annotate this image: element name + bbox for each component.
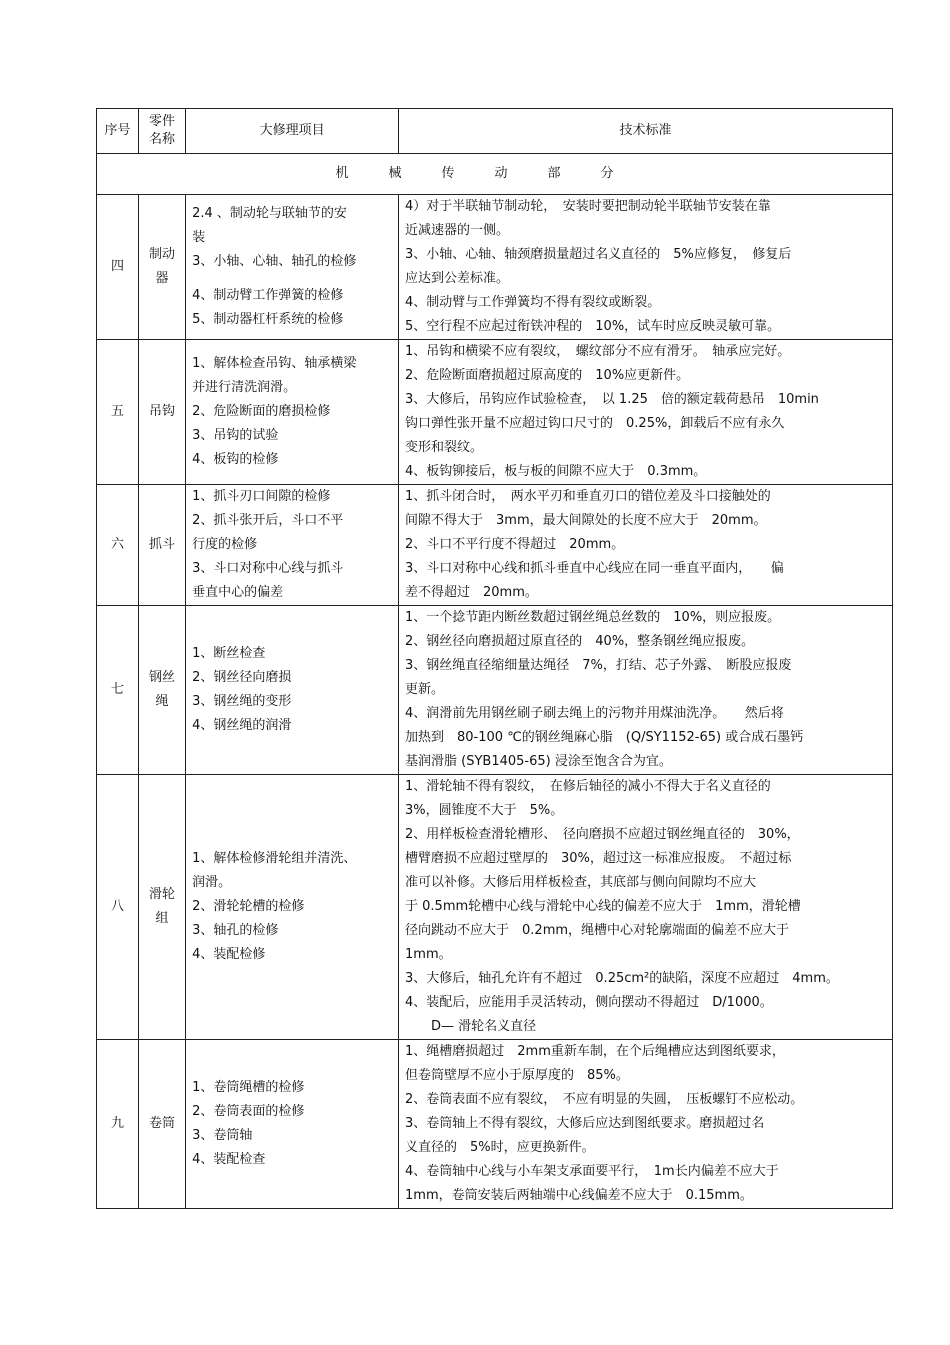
standard-line: 槽臂磨损不应超过壁厚的 30%，超过这一标准应报废。 不超过标: [405, 851, 792, 866]
standard-cell: [399, 485, 893, 606]
repair-item-line: 行度的检修: [192, 537, 258, 552]
standard-line: 2、用样板检查滑轮槽形、 径向磨损不应超过钢丝绳直径的 30%，: [405, 827, 800, 842]
repair-item-line: 2、危险断面的磨损检修: [192, 404, 331, 419]
repair-item-line: 4、钢丝绳的润滑: [192, 718, 292, 733]
standard-line: 基润滑脂 (SYB1405-65) 浸涂至饱含合为宜。: [405, 754, 672, 769]
standard-line: 1mm，卷筒安装后两轴端中心线偏差不应大于 0.15mm。: [405, 1188, 753, 1203]
header-items: 大修理项目: [186, 109, 399, 154]
standard-line: 准可以补修。大修后用样板检查，其底部与侧向间隙均不应大: [405, 875, 757, 890]
repair-item-line: 5、制动器杠杆系统的检修: [192, 312, 344, 327]
repair-item-line: 3、轴孔的检修: [192, 923, 279, 938]
standard-line: 2、危险断面磨损超过原高度的 10%应更新件。: [405, 368, 690, 383]
repair-item-line: 1、卷筒绳槽的检修: [192, 1080, 305, 1095]
table-row: [97, 485, 893, 606]
repair-item-line: 4、制动臂工作弹簧的检修: [192, 288, 344, 303]
part-name: 卷筒: [138, 1040, 185, 1209]
standard-cell: [399, 195, 893, 340]
standard-line: 1mm。: [405, 947, 452, 962]
repair-item-line: 3、钢丝绳的变形: [192, 694, 292, 709]
part-name: 抓斗: [138, 485, 185, 606]
header-no: 序号: [97, 109, 139, 154]
row-number: 九: [97, 1040, 139, 1209]
standard-line: 3、钢丝绳直径缩细量达绳径 7%，打结、芯子外露、 断股应报废: [405, 658, 792, 673]
part-name: 钢丝绳: [138, 606, 185, 775]
row-number: 六: [97, 485, 139, 606]
standard-line: D— 滑轮名义直径: [405, 1019, 537, 1034]
standard-line: 4、制动臂与工作弹簧均不得有裂纹或断裂。: [405, 295, 661, 310]
repair-item-line: 3、吊钩的试验: [192, 428, 279, 443]
row-number: 五: [97, 340, 139, 485]
repair-item-line: 2、钢丝径向磨损: [192, 670, 292, 685]
standard-line: 变形和裂纹。: [405, 440, 484, 455]
table-row: [97, 1040, 893, 1209]
standard-line: 差不得超过 20mm。: [405, 585, 538, 600]
repair-items-cell: [186, 195, 399, 340]
repair-item-line: 3、卷筒轴: [192, 1128, 253, 1143]
standard-line: 4、装配后，应能用手灵活转动，侧向摆动不得超过 D/1000。: [405, 995, 773, 1010]
standard-line: 3、斗口对称中心线和抓斗垂直中心线应在同一垂直平面内， 偏: [405, 561, 784, 576]
part-name: 吊钩: [138, 340, 185, 485]
repair-items-cell: [186, 606, 399, 775]
repair-item-line: 1、断丝检查: [192, 646, 266, 661]
standard-cell: [399, 340, 893, 485]
repair-items-cell: [186, 775, 399, 1040]
repair-item-line: 1、解体检修滑轮组并清洗、: [192, 851, 357, 866]
standard-line: 钩口弹性张开量不应超过钩口尺寸的 0.25%，卸载后不应有永久: [405, 416, 785, 431]
table-row: [97, 340, 893, 485]
standard-line: 4）对于半联轴节制动轮， 安装时要把制动轮半联轴节安装在靠: [405, 199, 771, 214]
repair-standards-table: [96, 108, 893, 1209]
standard-line: 4、润滑前先用钢丝刷子刷去绳上的污物并用煤油洗净。 然后将: [405, 706, 784, 721]
repair-items-cell: [186, 340, 399, 485]
standard-line: 应达到公差标准。: [405, 271, 510, 286]
standard-line: 1、抓斗闭合时， 两水平刃和垂直刃口的错位差及斗口接触处的: [405, 489, 771, 504]
repair-item-line: 1、解体检查吊钩、轴承横梁: [192, 356, 357, 371]
repair-items-cell: [186, 485, 399, 606]
standard-line: 5、空行程不应起过衔铁冲程的 10%，试车时应反映灵敏可靠。: [405, 319, 781, 334]
standard-line: 加热到 80-100 ℃的钢丝绳麻心脂 (Q/SY1152-65) 或合成石墨钙: [405, 730, 804, 745]
standard-line: 2、钢丝径向磨损超过原直径的 40%，整条钢丝绳应报废。: [405, 634, 755, 649]
standard-cell: [399, 1040, 893, 1209]
standard-line: 更新。: [405, 682, 445, 697]
header-standard: 技术标准: [399, 109, 893, 154]
row-number: 七: [97, 606, 139, 775]
standard-line: 1、一个捻节距内断丝数超过钢丝绳总丝数的 10%，则应报废。: [405, 610, 781, 625]
section-title: 机械传动部分: [97, 154, 893, 195]
section-row: [97, 154, 893, 195]
standard-line: 2、卷筒表面不应有裂纹， 不应有明显的失圆， 压板螺钉不应松动。: [405, 1092, 804, 1107]
standard-line: 3、卷筒轴上不得有裂纹，大修后应达到图纸要求。磨损超过名: [405, 1116, 765, 1131]
standard-line: 4、板钩铆接后，板与板的间隙不应大于 0.3mm。: [405, 464, 707, 479]
repair-items-cell: [186, 1040, 399, 1209]
standard-line: 但卷筒壁厚不应小于原厚度的 85%。: [405, 1068, 629, 1083]
standard-line: 2、斗口不平行度不得超过 20mm。: [405, 537, 625, 552]
repair-item-line: 装: [192, 230, 206, 245]
repair-item-line: 垂直中心的偏差: [192, 585, 284, 600]
repair-item-line: 4、板钩的检修: [192, 452, 279, 467]
standard-line: 1、吊钩和横梁不应有裂纹， 螺纹部分不应有滑牙。 轴承应完好。: [405, 344, 791, 359]
standard-line: 3%，圆锥度不大于 5%。: [405, 803, 564, 818]
standard-line: 义直径的 5%时，应更换新件。: [405, 1140, 595, 1155]
repair-item-line: 并进行清洗润滑。: [192, 380, 297, 395]
repair-item-line: 润滑。: [192, 875, 232, 890]
row-number: 八: [97, 775, 139, 1040]
standard-line: 3、大修后，吊钩应作试验检查， 以 1.25 倍的额定载荷悬吊 10min: [405, 392, 819, 407]
table-row: [97, 606, 893, 775]
row-number: 四: [97, 195, 139, 340]
standard-line: 3、大修后，轴孔允许有不超过 0.25cm²的缺陷，深度不应超过 4mm。: [405, 971, 839, 986]
standard-line: 1、绳槽磨损超过 2mm重新车制，在个后绳槽应达到图纸要求，: [405, 1044, 785, 1059]
table-row: [97, 775, 893, 1040]
repair-item-line: 3、斗口对称中心线与抓斗: [192, 561, 344, 576]
repair-item-line: 1、抓斗刃口间隙的检修: [192, 489, 331, 504]
repair-item-line: 2、抓斗张开后，斗口不平: [192, 513, 344, 528]
standard-line: 3、小轴、心轴、轴颈磨损量超过名义直径的 5%应修复， 修复后: [405, 247, 792, 262]
repair-item-line: 4、装配检查: [192, 1152, 266, 1167]
part-name: 制动器: [138, 195, 185, 340]
standard-line: 1、滑轮轴不得有裂纹， 在修后轴径的减小不得大于名义直径的: [405, 779, 771, 794]
header-part: 零件名称: [138, 109, 185, 154]
repair-item-line: 3、小轴、心轴、轴孔的检修: [192, 254, 357, 269]
standard-line: 4、卷筒轴中心线与小车架支承面要平行， 1m长内偏差不应大于: [405, 1164, 779, 1179]
repair-item-line: 2、滑轮轮槽的检修: [192, 899, 305, 914]
standard-cell: [399, 775, 893, 1040]
standard-line: 近减速器的一侧。: [405, 223, 510, 238]
standard-line: 径向跳动不应大于 0.2mm，绳槽中心对轮廓端面的偏差不应大于: [405, 923, 790, 938]
standard-line: 间隙不得大于 3mm，最大间隙处的长度不应大于 20mm。: [405, 513, 767, 528]
table-row: [97, 195, 893, 340]
header-row: [97, 109, 893, 154]
standard-cell: [399, 606, 893, 775]
part-name: 滑轮组: [138, 775, 185, 1040]
standard-line: 于 0.5mm轮槽中心线与滑轮中心线的偏差不应大于 1mm，滑轮槽: [405, 899, 801, 914]
repair-item-line: [192, 274, 392, 284]
repair-item-line: 2、卷筒表面的检修: [192, 1104, 305, 1119]
repair-item-line: 2.4 、制动轮与联轴节的安: [192, 206, 347, 221]
repair-item-line: 4、装配检修: [192, 947, 266, 962]
